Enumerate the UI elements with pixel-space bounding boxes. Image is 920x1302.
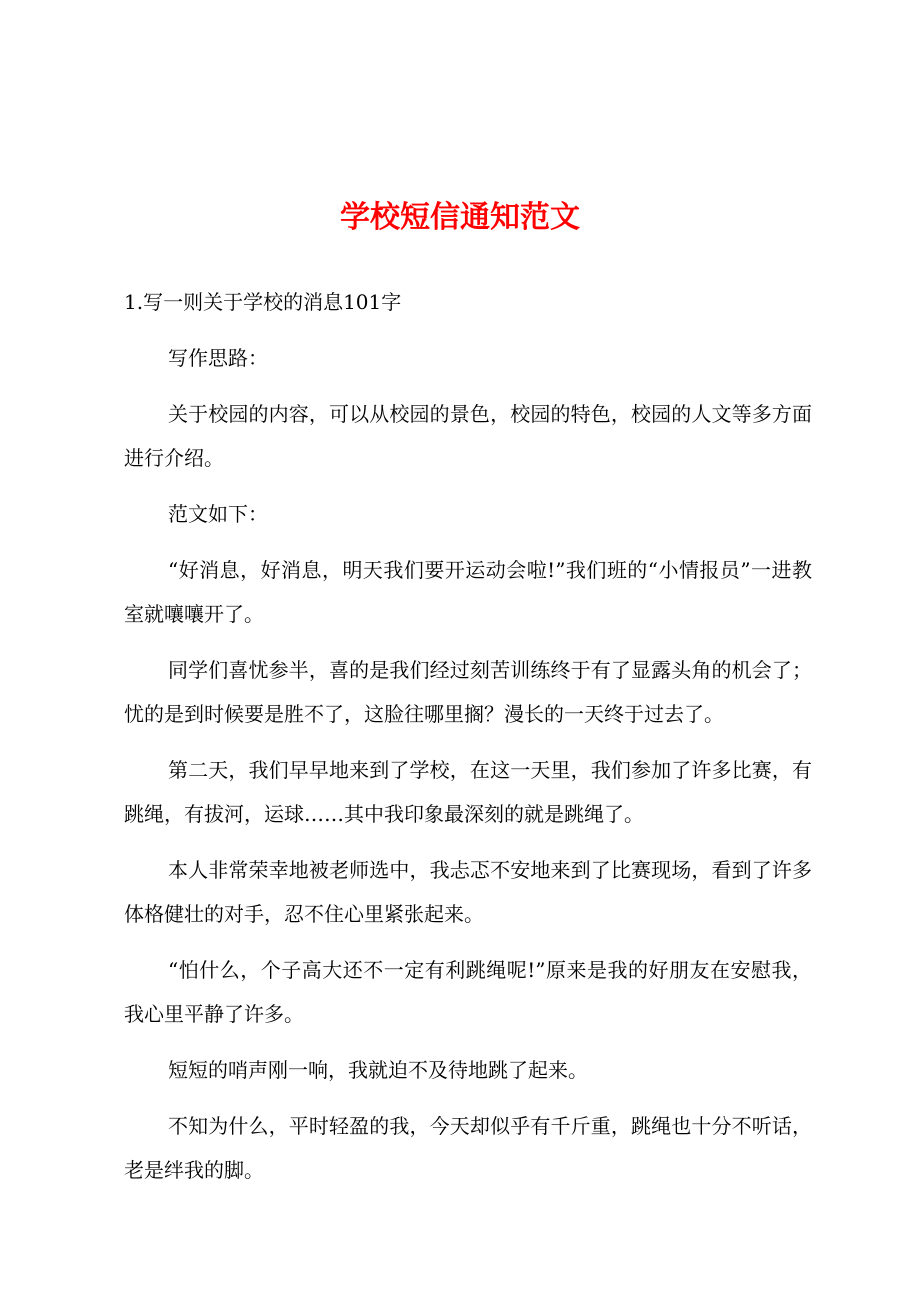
paragraph: 范文如下： <box>168 502 268 526</box>
paragraph: 不知为什么，平时轻盈的我，今天却似乎有千斤重，跳绳也十分不听话，老是绊我的脚。 <box>124 1114 812 1182</box>
paragraph: “怕什么，个子高大还不一定有利跳绳呢!”原来是我的好朋友在安慰我，我心里平静了许多。 <box>124 958 812 1026</box>
paragraph: 本人非常荣幸地被老师选中，我忐忑不安地来到了比赛现场，看到了许多体格健壮的对手，忍不住心里紧张起来。 <box>124 858 812 926</box>
document-body <box>124 280 812 1204</box>
paragraph: 关于校园的内容，可以从校园的景色，校园的特色，校园的人文等多方面进行介绍。 <box>124 402 812 470</box>
paragraph: 写作思路： <box>168 346 268 370</box>
paragraph-heading: 1.写一则关于学校的消息101字 <box>124 290 402 314</box>
paragraph: 同学们喜忧参半，喜的是我们经过刻苦训练终于有了显露头角的机会了；忧的是到时候要是胜不了，这脸往哪里搁？漫长的一天终于过去了。 <box>124 658 812 726</box>
document-title: 学校短信通知范文 <box>340 200 580 235</box>
paragraph: 短短的哨声刚一响，我就迫不及待地跳了起来。 <box>168 1058 588 1082</box>
paragraph: “好消息，好消息，明天我们要开运动会啦!”我们班的“小情报员”一进教室就嚷嚷开了。 <box>124 558 812 626</box>
paragraph: 第二天，我们早早地来到了学校，在这一天里，我们参加了许多比赛，有跳绳，有拔河，运球……其中我印象最深刻的就是跳绳了。 <box>124 758 812 826</box>
